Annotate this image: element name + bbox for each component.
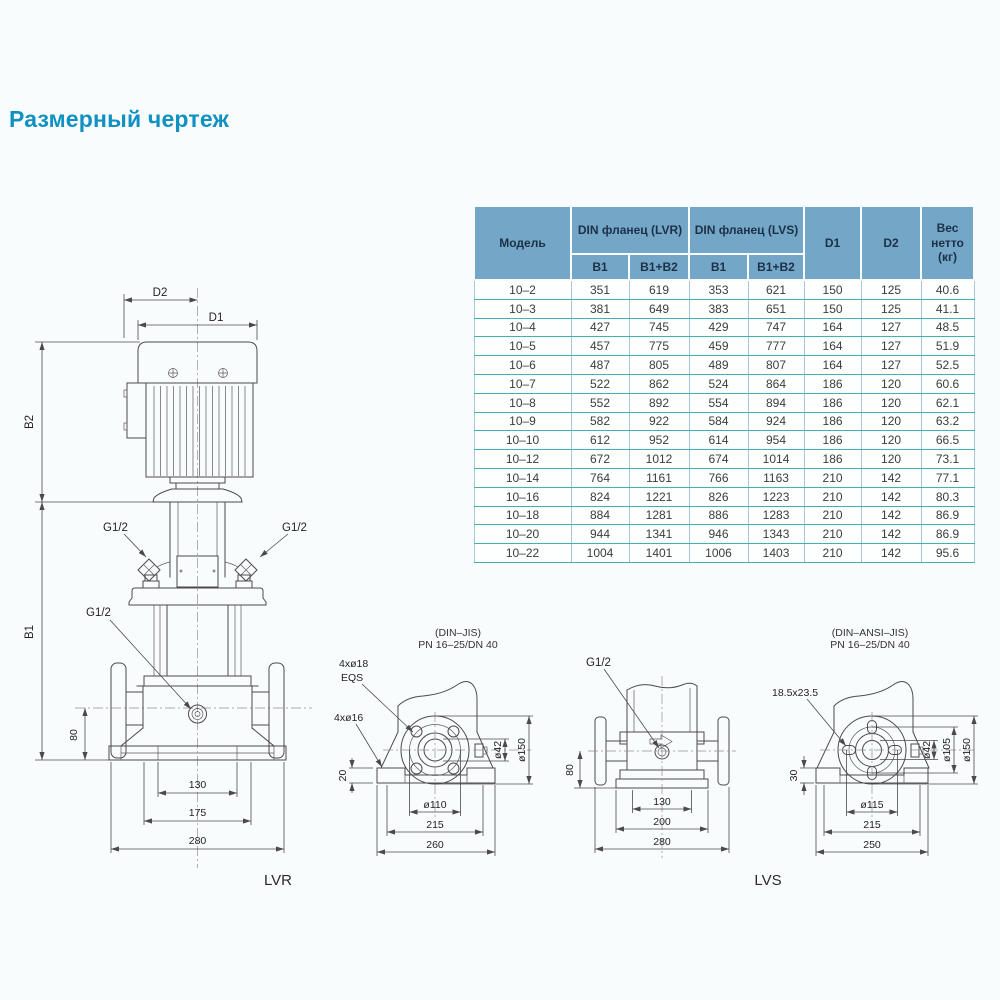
table-cell: 210 — [804, 506, 861, 525]
table-cell: 1401 — [629, 544, 689, 563]
table-cell: 884 — [571, 506, 629, 525]
table-cell: 210 — [804, 525, 861, 544]
lvs-front-callouts — [586, 657, 659, 748]
table-cell: 1281 — [629, 506, 689, 525]
table-cell: 952 — [629, 431, 689, 450]
table-cell: 892 — [629, 393, 689, 412]
table-cell: 1283 — [748, 506, 804, 525]
dim-label-215: 215 — [863, 819, 881, 831]
table-cell: 60.6 — [921, 374, 974, 393]
dim-label-80: 80 — [68, 729, 80, 741]
table-cell: 142 — [861, 525, 921, 544]
dim-label-d105: ø105 — [941, 738, 953, 762]
table-cell: 41.1 — [921, 299, 974, 318]
table-cell: 554 — [689, 393, 748, 412]
g12-label-drain: G1/2 — [86, 607, 111, 619]
table-cell: 584 — [689, 412, 748, 431]
table-cell: 381 — [571, 299, 629, 318]
lvr-flange-standard: (DIN–JIS) — [434, 627, 482, 639]
side-boss — [475, 744, 483, 757]
table-cell: 619 — [629, 280, 689, 299]
table-cell: 954 — [748, 431, 804, 450]
table-cell: 886 — [689, 506, 748, 525]
table-cell: 946 — [689, 525, 748, 544]
dim-label-280: 280 — [188, 835, 207, 847]
table-cell: 10–7 — [474, 374, 571, 393]
g12-label-right: G1/2 — [282, 522, 307, 534]
table-row — [474, 356, 974, 375]
table-cell: 48.5 — [921, 318, 974, 337]
table-cell: 1343 — [748, 525, 804, 544]
table-cell: 552 — [571, 393, 629, 412]
pump-main-drawing — [20, 280, 320, 900]
table-row — [474, 487, 974, 506]
bolt-hole — [448, 763, 459, 774]
motor-screw-icon — [169, 369, 228, 378]
table-cell: 1223 — [748, 487, 804, 506]
bolt-hole — [411, 763, 422, 774]
table-cell: 764 — [571, 468, 629, 487]
table-cell: 164 — [804, 356, 861, 375]
table-cell: 40.6 — [921, 280, 974, 299]
col-header-d2: D2 — [861, 206, 921, 280]
dim-label-d42: ø42 — [921, 740, 933, 760]
table-cell: 86.9 — [921, 525, 974, 544]
table-row — [474, 318, 974, 337]
caption-lvs: LVS — [754, 872, 782, 889]
dim-label-b2: B2 — [24, 414, 36, 430]
col-header-lvs-b1: B1 — [689, 254, 748, 280]
table-cell: 52.5 — [921, 356, 974, 375]
dimension-d2 — [124, 287, 198, 338]
table-cell: 383 — [689, 299, 748, 318]
dim-label-d115: ø115 — [860, 799, 884, 811]
table-cell: 582 — [571, 412, 629, 431]
dim-label-250: 250 — [863, 839, 881, 851]
col-header-lvr-b1b2: B1+B2 — [629, 254, 689, 280]
page-title: Размерный чертеж — [9, 106, 230, 132]
dim-label-130: 130 — [188, 779, 207, 791]
lvr-flange-rating: PN 16–25/DN 40 — [418, 639, 498, 651]
table-cell: 10–10 — [474, 431, 571, 450]
caption-lvr: LVR — [263, 872, 293, 889]
housing-outline — [377, 682, 495, 784]
table-cell: 1221 — [629, 487, 689, 506]
table-cell: 826 — [689, 487, 748, 506]
col-header-din-lvs: DIN фланец (LVS) — [689, 206, 804, 254]
dim-label-215: 215 — [426, 819, 444, 831]
table-cell: 10–16 — [474, 487, 571, 506]
table-cell: 150 — [804, 299, 861, 318]
table-cell: 824 — [571, 487, 629, 506]
table-cell: 66.5 — [921, 431, 974, 450]
table-cell: 1161 — [629, 468, 689, 487]
table-cell: 487 — [571, 356, 629, 375]
slot-label: 18.5x23.5 — [772, 687, 819, 699]
flow-arrow-icon — [650, 735, 672, 748]
table-cell: 186 — [804, 431, 861, 450]
table-cell: 747 — [748, 318, 804, 337]
table-cell: 120 — [861, 374, 921, 393]
table-cell: 10–3 — [474, 299, 571, 318]
table-cell: 164 — [804, 337, 861, 356]
table-cell: 1163 — [748, 468, 804, 487]
lower-dimensions — [68, 708, 284, 853]
table-row — [474, 468, 974, 487]
lvs-flange-dimensions — [788, 716, 978, 856]
dim-label-280: 280 — [653, 836, 671, 848]
table-cell: 120 — [861, 431, 921, 450]
table-cell: 164 — [804, 318, 861, 337]
table-cell: 127 — [861, 356, 921, 375]
table-cell: 10–18 — [474, 506, 571, 525]
g12-label-left: G1/2 — [103, 522, 128, 534]
table-cell: 10–6 — [474, 356, 571, 375]
table-cell: 77.1 — [921, 468, 974, 487]
table-cell: 142 — [861, 468, 921, 487]
col-header-lvs-b1b2: B1+B2 — [748, 254, 804, 280]
dim-label-30: 30 — [788, 769, 800, 782]
table-cell: 651 — [748, 299, 804, 318]
table-cell: 766 — [689, 468, 748, 487]
table-cell: 489 — [689, 356, 748, 375]
table-cell: 142 — [861, 506, 921, 525]
table-cell: 51.9 — [921, 337, 974, 356]
table-cell: 922 — [629, 412, 689, 431]
lvs-body — [588, 676, 736, 858]
dimension-b2-b1 — [24, 342, 160, 760]
table-cell: 10–22 — [474, 544, 571, 563]
motor — [124, 342, 257, 477]
table-cell: 894 — [748, 393, 804, 412]
table-row — [474, 450, 974, 469]
table-cell: 10–20 — [474, 525, 571, 544]
bolt-hole — [448, 726, 459, 737]
table-cell: 674 — [689, 450, 748, 469]
table-cell: 10–9 — [474, 412, 571, 431]
table-row — [474, 412, 974, 431]
table-cell: 10–8 — [474, 393, 571, 412]
table-cell: 1012 — [629, 450, 689, 469]
housing-outline — [816, 682, 929, 784]
table-cell: 142 — [861, 544, 921, 563]
flange-circles — [820, 712, 974, 820]
table-cell: 142 — [861, 487, 921, 506]
dim-label-d2: D2 — [152, 287, 168, 299]
flange-circles — [383, 712, 531, 820]
table-cell: 10–12 — [474, 450, 571, 469]
table-cell: 672 — [571, 450, 629, 469]
col-header-model: Модель — [474, 206, 571, 280]
table-cell: 457 — [571, 337, 629, 356]
table-cell: 427 — [571, 318, 629, 337]
table-cell: 1014 — [748, 450, 804, 469]
motor-fins — [154, 386, 245, 476]
table-cell: 120 — [861, 450, 921, 469]
table-cell: 10–14 — [474, 468, 571, 487]
table-body — [474, 280, 974, 562]
table-cell: 125 — [861, 299, 921, 318]
coupling-lantern — [153, 477, 242, 502]
eqs-label: EQS — [341, 672, 364, 684]
table-cell: 944 — [571, 525, 629, 544]
table-cell: 150 — [804, 280, 861, 299]
table-cell: 120 — [861, 393, 921, 412]
dim-label-d1: D1 — [208, 312, 224, 324]
table-row — [474, 525, 974, 544]
table-cell: 1004 — [571, 544, 629, 563]
table-cell: 1341 — [629, 525, 689, 544]
col-header-lvr-b1: B1 — [571, 254, 629, 280]
table-cell: 186 — [804, 412, 861, 431]
table-cell: 210 — [804, 468, 861, 487]
table-cell: 10–4 — [474, 318, 571, 337]
g12-label: G1/2 — [586, 657, 611, 669]
dim-label-175: 175 — [188, 807, 207, 819]
g12-callouts — [86, 522, 307, 709]
dim-label-200: 200 — [653, 816, 671, 828]
table-cell: 210 — [804, 544, 861, 563]
dim-label-d110: ø110 — [423, 799, 447, 811]
table-cell: 429 — [689, 318, 748, 337]
dim-label-80: 80 — [564, 764, 576, 776]
table-cell: 807 — [748, 356, 804, 375]
dim-label-260: 260 — [426, 839, 444, 851]
table-cell: 86.9 — [921, 506, 974, 525]
lvs-flange-view — [760, 620, 995, 865]
col-header-din-lvr: DIN фланец (LVR) — [571, 206, 689, 254]
table-cell: 127 — [861, 337, 921, 356]
spec-table — [473, 205, 975, 563]
table-cell: 621 — [748, 280, 804, 299]
table-row — [474, 393, 974, 412]
terminal-box — [127, 383, 146, 438]
lvs-flange-callouts — [772, 687, 846, 746]
col-header-weight: Вес нетто (кг) — [921, 206, 974, 280]
table-row — [474, 506, 974, 525]
table-cell: 524 — [689, 374, 748, 393]
lvs-flange-standard: (DIN–ANSI–JIS) — [831, 627, 909, 639]
dim-label-130: 130 — [653, 796, 671, 808]
table-cell: 10–2 — [474, 280, 571, 299]
dim-label-20: 20 — [337, 769, 349, 782]
table-cell: 777 — [748, 337, 804, 356]
table-header — [474, 206, 974, 280]
table-cell: 63.2 — [921, 412, 974, 431]
table-cell: 127 — [861, 318, 921, 337]
table-cell: 775 — [629, 337, 689, 356]
table-row — [474, 431, 974, 450]
table-row — [474, 337, 974, 356]
table-row — [474, 544, 974, 563]
dim-label-b1: B1 — [24, 624, 36, 640]
lvs-flange-rating: PN 16–25/DN 40 — [830, 639, 910, 651]
table-cell: 80.3 — [921, 487, 974, 506]
lvs-front-dimensions — [564, 751, 729, 853]
table-cell: 459 — [689, 337, 748, 356]
table-cell: 73.1 — [921, 450, 974, 469]
table-cell: 864 — [748, 374, 804, 393]
table-row — [474, 374, 974, 393]
table-cell: 125 — [861, 280, 921, 299]
table-cell: 351 — [571, 280, 629, 299]
side-boss — [911, 744, 919, 757]
bolt-holes-label: 4xø18 — [339, 658, 369, 670]
table-cell: 924 — [748, 412, 804, 431]
table-cell: 186 — [804, 393, 861, 412]
table-cell: 1403 — [748, 544, 804, 563]
table-cell: 10–5 — [474, 337, 571, 356]
table-cell: 862 — [629, 374, 689, 393]
table-cell: 353 — [689, 280, 748, 299]
table-row — [474, 299, 974, 318]
table-cell: 95.6 — [921, 544, 974, 563]
col-header-d1: D1 — [804, 206, 861, 280]
base-holes-label: 4xø16 — [334, 712, 364, 724]
table-cell: 612 — [571, 431, 629, 450]
table-cell: 805 — [629, 356, 689, 375]
table-cell: 186 — [804, 450, 861, 469]
table-cell: 649 — [629, 299, 689, 318]
lvr-flange-view — [325, 620, 560, 865]
table-row — [474, 280, 974, 299]
dim-label-d150: ø150 — [516, 738, 528, 762]
table-cell: 614 — [689, 431, 748, 450]
table-cell: 1006 — [689, 544, 748, 563]
table-cell: 745 — [629, 318, 689, 337]
dim-label-d42: ø42 — [492, 740, 504, 760]
table-cell: 62.1 — [921, 393, 974, 412]
table-cell: 120 — [861, 412, 921, 431]
lvs-front-view — [560, 620, 760, 865]
table-cell: 522 — [571, 374, 629, 393]
dim-label-d150: ø150 — [961, 738, 973, 762]
table-cell: 210 — [804, 487, 861, 506]
table-cell: 186 — [804, 374, 861, 393]
